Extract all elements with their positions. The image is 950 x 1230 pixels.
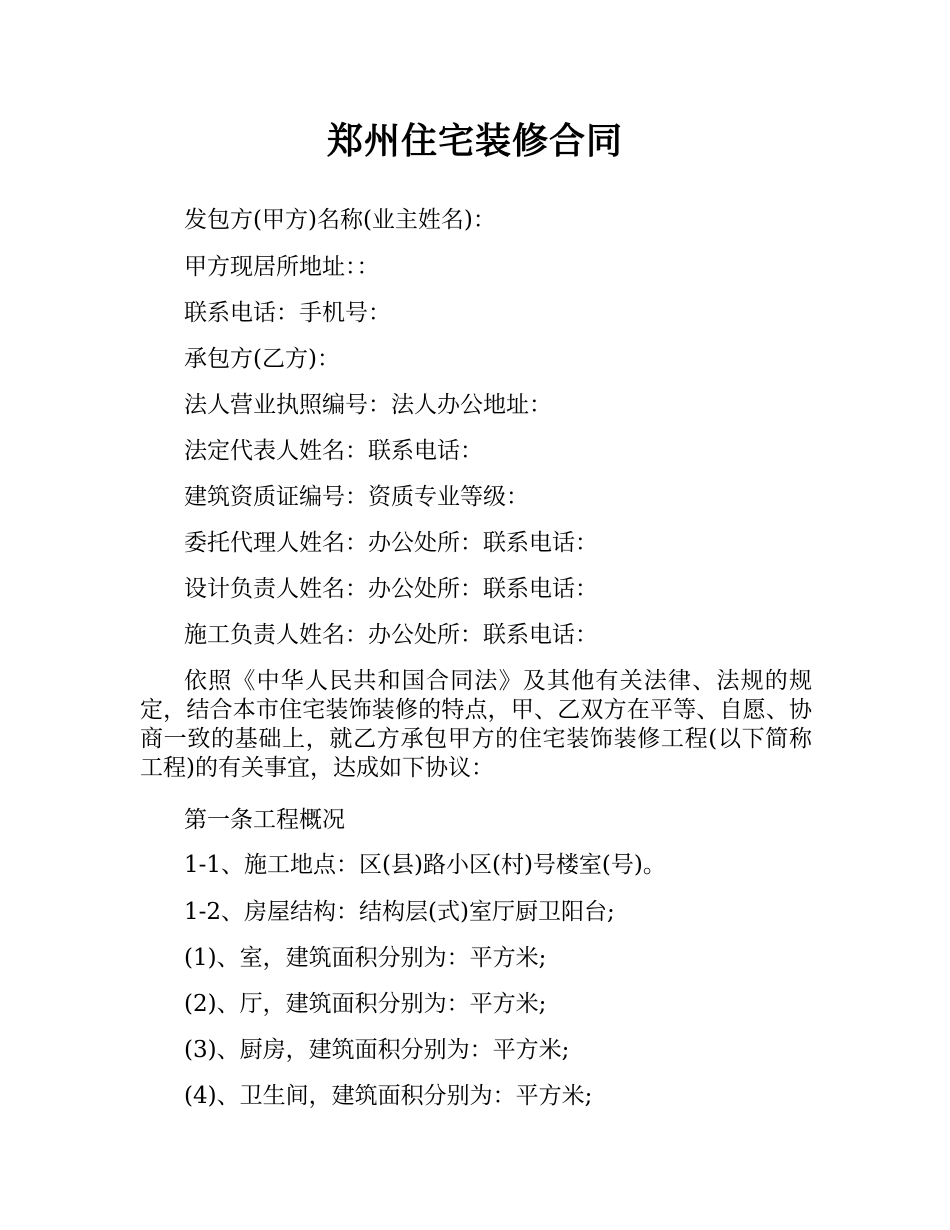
agent-line: 委托代理人姓名：办公处所：联系电话： (184, 530, 598, 556)
party-a-address-line: 甲方现居所地址：： (184, 254, 380, 280)
construction-lead-line: 施工负责人姓名：办公处所：联系电话： (184, 622, 598, 648)
party-b-line: 承包方(乙方)： (184, 346, 340, 372)
article-clause: (2)、厅，建筑面积分别为：平方米; (184, 991, 547, 1017)
party-a-phone-line: 联系电话：手机号： (184, 300, 391, 326)
design-lead-line: 设计负责人姓名：办公处所：联系电话： (184, 576, 598, 602)
article-clause: (1)、室，建筑面积分别为：平方米; (184, 945, 547, 971)
preamble-paragraph: 依照《中华人民共和国合同法》及其他有关法律、法规的规定，结合本市住宅装饰装修的特点，甲、乙双方在平等、自愿、协商一致的基础上，就乙方承包甲方的住宅装饰装修工程(以下简称工程)的有关事宜，达成如下协议： (140, 668, 812, 781)
article-clause: 1-1、施工地点：区(县)路小区(村)号楼室(号)。 (184, 852, 666, 878)
party-a-name-line: 发包方(甲方)名称(业主姓名)： (184, 207, 496, 233)
business-license-line: 法人营业执照编号：法人办公地址： (184, 392, 552, 418)
document-title: 郑州住宅装修合同 (326, 121, 623, 162)
article-heading: 第一条工程概况 (184, 807, 345, 833)
qualification-line: 建筑资质证编号：资质专业等级： (184, 484, 529, 510)
legal-representative-line: 法定代表人姓名：联系电话： (184, 438, 483, 464)
article-clause: (4)、卫生间，建筑面积分别为：平方米; (184, 1083, 593, 1109)
article-clause: 1-2、房屋结构：结构层(式)室厅厨卫阳台; (184, 899, 615, 925)
article-clause: (3)、厨房，建筑面积分别为：平方米; (184, 1037, 570, 1063)
